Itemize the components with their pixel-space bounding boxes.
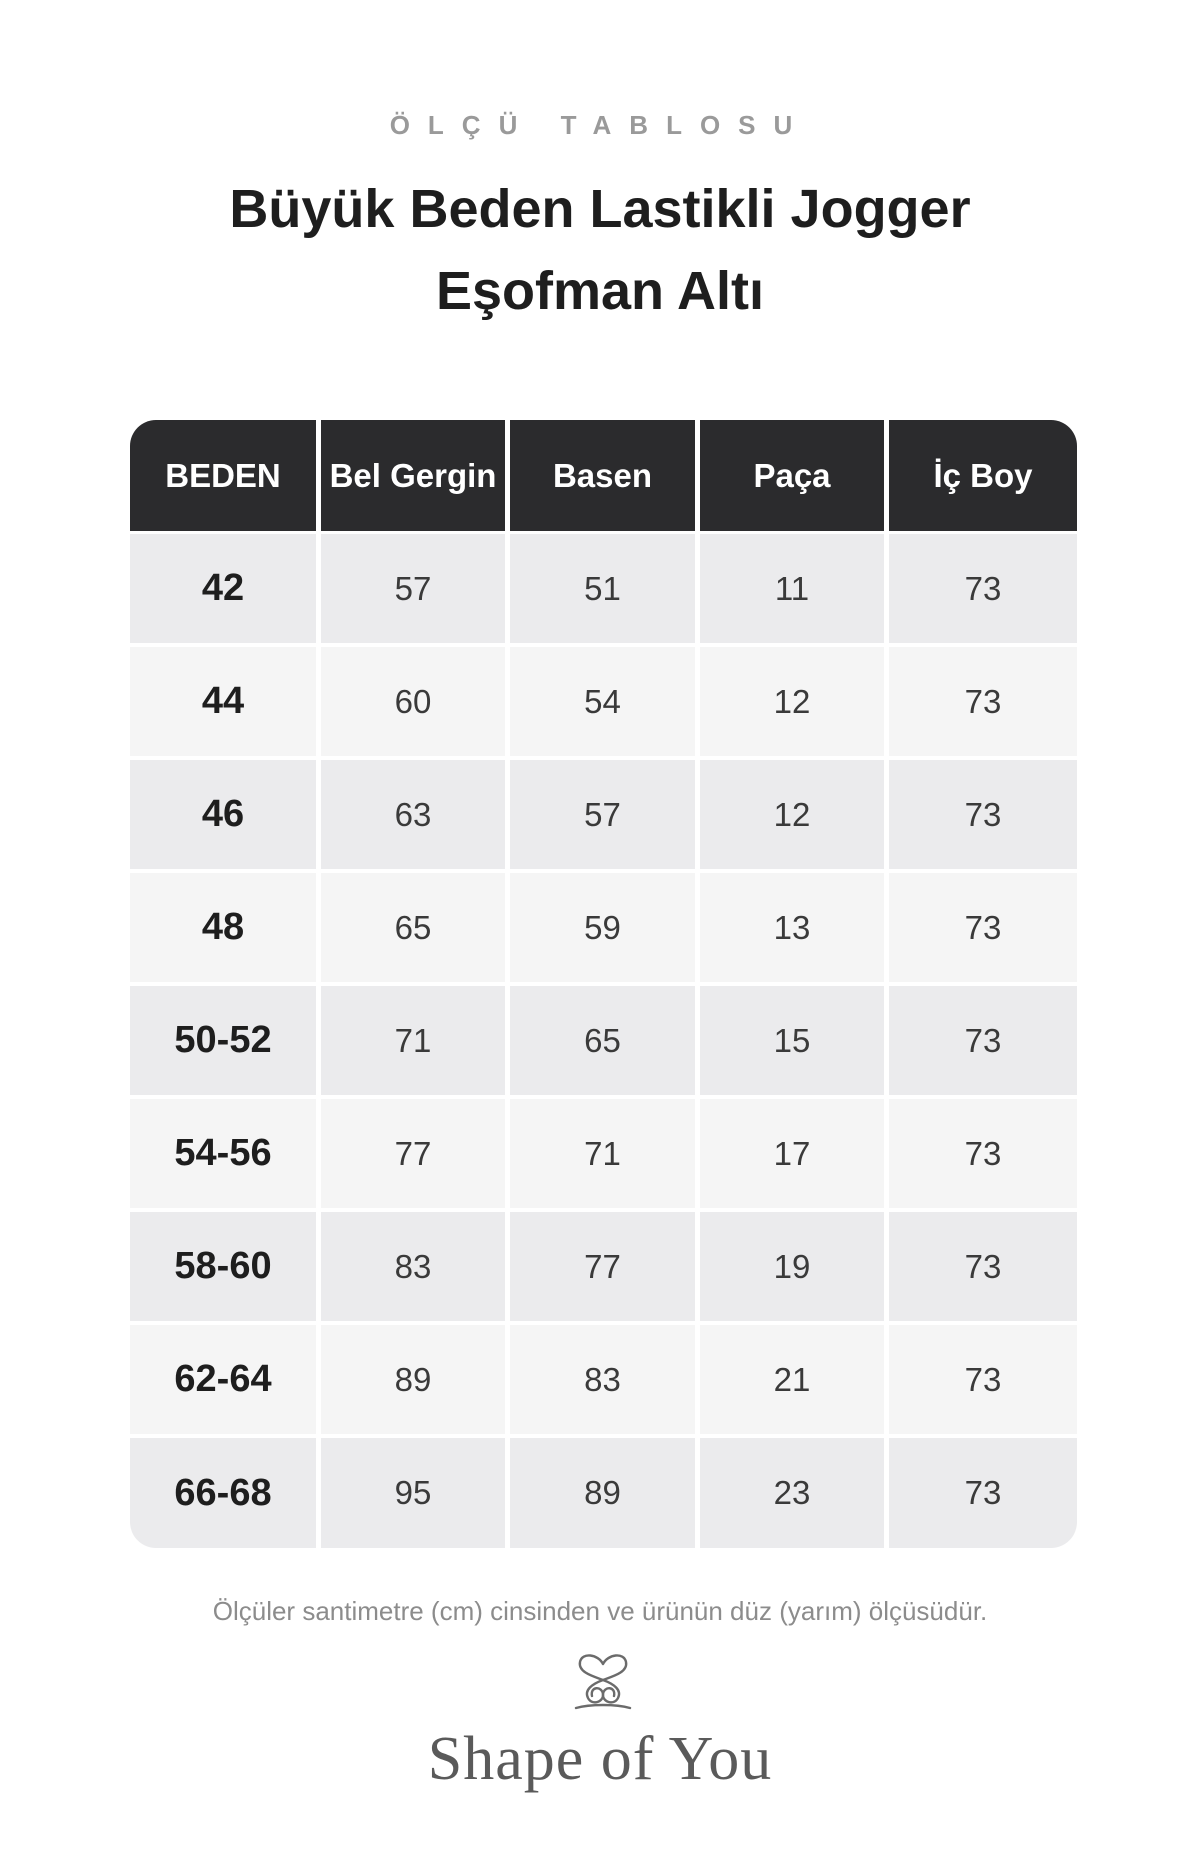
table-cell-inseam: 73 [889,1212,1077,1321]
table-row [130,534,1077,643]
table-cell-waist: 95 [321,1438,505,1548]
table-cell-hem: 13 [700,873,884,982]
table-cell-hem: 12 [700,647,884,756]
table-cell-waist: 71 [321,986,505,1095]
table-cell-inseam: 73 [889,760,1077,869]
table-cell-inseam: 73 [889,647,1077,756]
table-cell-hip: 65 [510,986,695,1095]
table-cell-hem: 15 [700,986,884,1095]
table-cell-inseam: 73 [889,1099,1077,1208]
table-row [130,760,1077,869]
table-cell-hip: 83 [510,1325,695,1434]
table-cell-hip: 89 [510,1438,695,1548]
size-table [130,420,1077,1548]
page-title-line-1: Büyük Beden Lastikli Jogger [229,179,971,239]
table-cell-hem: 23 [700,1438,884,1548]
page-title-line-2: Eşofman Altı [435,261,765,321]
table-cell-hem: 21 [700,1325,884,1434]
table-cell-hem: 11 [700,534,884,643]
table-cell-inseam: 73 [889,986,1077,1095]
table-cell-hip: 57 [510,760,695,869]
table-cell-size: 66-68 [130,1438,316,1548]
table-cell-size: 50-52 [130,986,316,1095]
table-cell-hem: 19 [700,1212,884,1321]
table-cell-waist: 65 [321,873,505,982]
table-cell-hip: 51 [510,534,695,643]
table-row [130,647,1077,756]
table-row [130,1325,1077,1434]
table-row [130,986,1077,1095]
table-cell-hip: 59 [510,873,695,982]
table-cell-hip: 77 [510,1212,695,1321]
header-cell-waist: Bel Gergin [321,420,505,531]
eyebrow-label: ÖLÇÜ TABLOSU [389,110,811,140]
table-cell-size: 46 [130,760,316,869]
header-cell-size: BEDEN [130,420,316,531]
page-title [0,168,1200,332]
table-cell-hem: 12 [700,760,884,869]
table-cell-hip: 71 [510,1099,695,1208]
table-cell-waist: 57 [321,534,505,643]
table-header-row [130,420,1077,531]
brand-name: Shape of You [427,1725,773,1793]
table-cell-hip: 54 [510,647,695,756]
table-cell-size: 42 [130,534,316,643]
table-cell-waist: 83 [321,1212,505,1321]
table-cell-size: 48 [130,873,316,982]
header-cell-hip: Basen [510,420,695,531]
table-cell-inseam: 73 [889,1438,1077,1548]
table-cell-inseam: 73 [889,873,1077,982]
table-row [130,1212,1077,1321]
table-cell-inseam: 73 [889,1325,1077,1434]
table-cell-size: 62-64 [130,1325,316,1434]
table-row [130,873,1077,982]
header-cell-hem: Paça [700,420,884,531]
table-cell-hem: 17 [700,1099,884,1208]
table-row [130,1438,1077,1548]
table-cell-size: 44 [130,647,316,756]
table-cell-inseam: 73 [889,534,1077,643]
table-cell-waist: 63 [321,760,505,869]
table-cell-size: 58-60 [130,1212,316,1321]
table-cell-waist: 89 [321,1325,505,1434]
heart-monogram-icon [570,1650,636,1712]
header-cell-inseam: İç Boy [889,420,1077,531]
table-cell-waist: 77 [321,1099,505,1208]
table-cell-waist: 60 [321,647,505,756]
footnote: Ölçüler santimetre (cm) cinsinden ve ürünün düz (yarım) ölçüsüdür. [212,1596,988,1626]
table-cell-size: 54-56 [130,1099,316,1208]
table-row [130,1099,1077,1208]
table-body [130,534,1077,1548]
